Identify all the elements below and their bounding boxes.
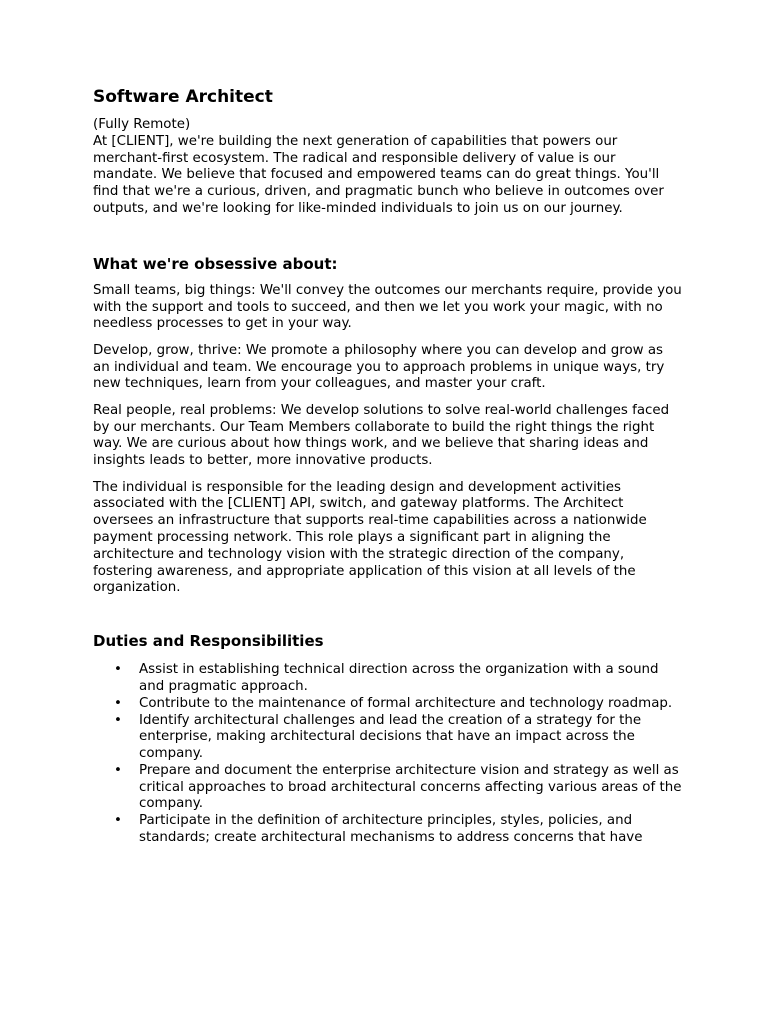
paragraph-real-people: Real people, real problems: We develop solutions to solve real-world challenges faced by our merchants. Our Team Members collaborate to build the right things the right way. We are curious about how things work, and we believe that sharing ideas and insights leads to better, more innovative products. (93, 402, 670, 469)
bullet-icon: • (114, 762, 122, 778)
page-title: Software Architect (93, 87, 273, 107)
list-item (93, 813, 683, 847)
duties-list (93, 662, 683, 847)
document-page (93, 86, 683, 847)
list-item-text: Assist in establishing technical direction across the organization with a sound and pragmatic approach. (139, 662, 659, 694)
list-item-text: Participate in the definition of architecture principles, styles, policies, and standards; create architectural mechanisms to address concerns that have (139, 813, 643, 846)
section-heading-obsessive: What we're obsessive about: (93, 254, 338, 273)
list-item-text: Contribute to the maintenance of formal architecture and technology roadmap. (139, 695, 673, 711)
bullet-icon: • (114, 712, 122, 728)
list-item (93, 662, 683, 696)
bullet-icon: • (114, 695, 122, 711)
list-item (93, 713, 683, 763)
paragraph-role-description: The individual is responsible for the leading design and development activities associated with the [CLIENT] API, switch, and gateway platforms. The Architect oversees an infrastructure that supports real-time capabilities across a nationwide payment processing network. This role plays a significant part in aligning the architecture and technology vision with the strategic direction of the company, fostering awareness, and appropriate application of this vision at all levels of the organization. (93, 479, 647, 596)
list-item-text: Identify architectural challenges and lead the creation of a strategy for the enterprise, making architectural decisions that have an impact across the company. (139, 712, 642, 762)
paragraph-small-teams: Small teams, big things: We'll convey the outcomes our merchants require, provide you with the support and tools to succeed, and then we let you work your magic, with no needless processes to get in your way. (93, 282, 682, 332)
list-item (93, 696, 683, 713)
bullet-icon: • (114, 662, 122, 678)
bullet-icon: • (114, 813, 122, 829)
page-subtitle: (Fully Remote) (93, 117, 191, 132)
intro-paragraph: At [CLIENT], we're building the next generation of capabilities that powers our merchant-first ecosystem. The radical and responsible delivery of value is our mandate. We believe that focused and empowered teams can do great things. You'll find that we're a curious, driven, and pragmatic bunch who believe in outcomes over outputs, and we're looking for like-minded individuals to join us on our journey. (93, 133, 664, 216)
list-item-text: Prepare and document the enterprise architecture vision and strategy as well as critical approaches to broad architectural concerns affecting various areas of the company. (139, 762, 682, 812)
list-item (93, 763, 683, 813)
paragraph-develop-grow: Develop, grow, thrive: We promote a philosophy where you can develop and grow as an individual and team. We encourage you to approach problems in unique ways, try new techniques, learn from your colleagues, and master your craft. (93, 342, 665, 392)
section-heading-duties: Duties and Responsibilities (93, 632, 324, 651)
